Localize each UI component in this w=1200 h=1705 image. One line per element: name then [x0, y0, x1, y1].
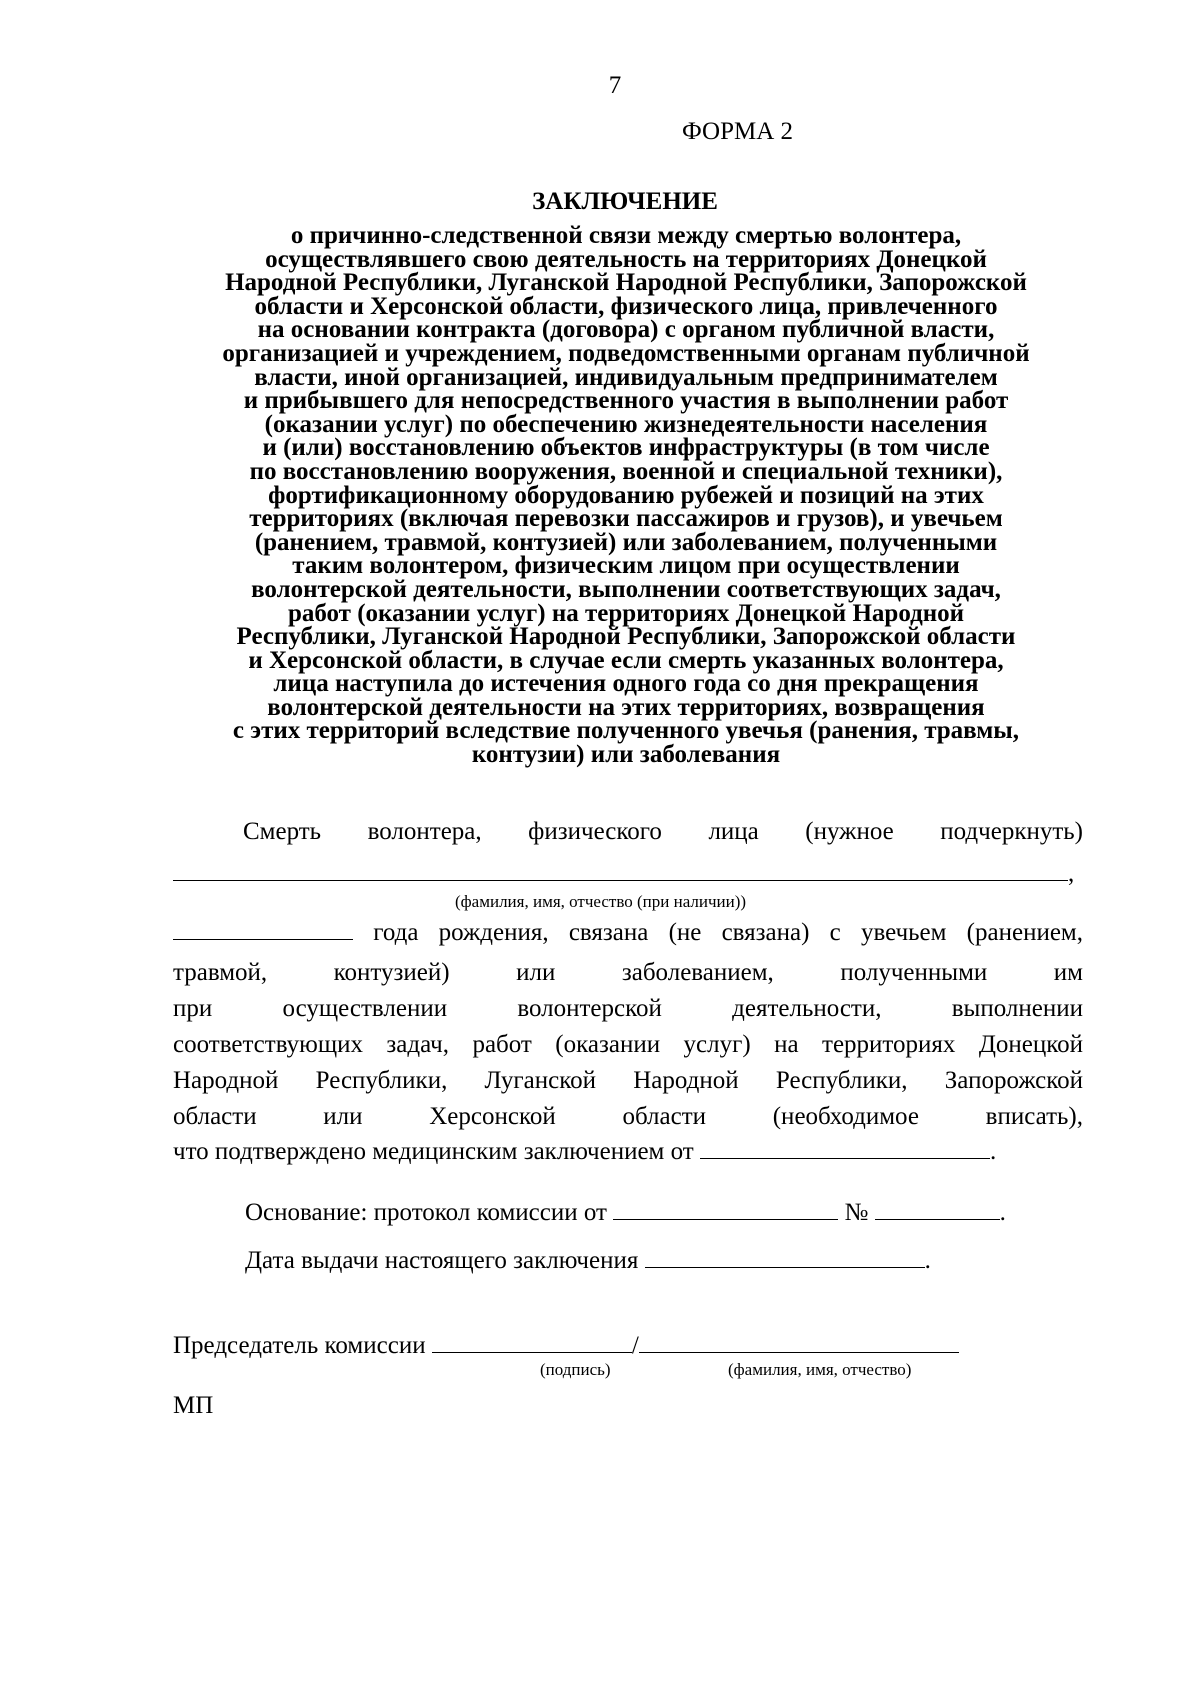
heading-line: волонтерской деятельности, выполнении соответствующих задач, [251, 575, 1001, 603]
heading-line: лица наступила до истечения одного года со дня прекращения [273, 670, 979, 698]
heading-line: Народной Республики, Луганской Народной Республики, Запорожской [225, 269, 1027, 297]
basis-row [245, 1197, 1006, 1227]
heading-line: осуществлявшего свою деятельность на территориях Донецкой [265, 245, 987, 273]
heading-line: на основании контракта (договора) с органом публичной власти, [257, 316, 995, 344]
heading-line: организацией и учреждением, подведомственными органам публичной [222, 339, 1030, 367]
issue-date-blank-field[interactable] [645, 1245, 925, 1268]
med-row [173, 1136, 996, 1166]
fio-blank-field[interactable] [173, 858, 1068, 881]
heading-line: и Херсонской области, в случае если смерть указанных волонтера, [248, 646, 1004, 674]
issue-date-row [245, 1245, 931, 1275]
heading-line: таким волонтером, физическим лицом при осуществлении [292, 552, 960, 580]
body-line: при осуществлении волонтерской деятельности, выполнении [173, 995, 1083, 1022]
heading-line: контузии) или заболевания [471, 741, 781, 769]
heading-line: области и Херсонской области, физического лица, привлеченного [254, 292, 998, 320]
heading-line: волонтерской деятельности на этих территориях, возвращения [267, 693, 985, 721]
heading-line: власти, иной организацией, индивидуальным предпринимателем [254, 363, 998, 391]
birth-year-blank-field[interactable] [173, 917, 353, 940]
signature-blank-field[interactable] [432, 1330, 632, 1353]
heading-line: о причинно-следственной связи между смертью волонтера, [290, 222, 962, 249]
fio-comma: , [1068, 860, 1075, 887]
form-label: ФОРМА 2 [682, 118, 794, 145]
issue-date-period: . [924, 1247, 931, 1274]
fio-caption: (фамилия, имя, отчество (при наличии)) [455, 892, 747, 911]
chairman-label: Председатель комиссии [173, 1332, 426, 1359]
body-line: соответствующих задач, работ (оказании услуг) на территориях Донецкой [173, 1031, 1083, 1058]
heading-line: Республики, Луганской Народной Республики, Запорожской области [236, 623, 1016, 651]
heading-line: (ранением, травмой, контузией) или заболеванием, полученными [254, 528, 998, 556]
basis-label: Основание: протокол комиссии от [245, 1199, 607, 1226]
fio-row [173, 858, 1074, 888]
body-paragraph [173, 955, 1083, 1135]
heading-line: (оказании услуг) по обеспечению жизнедеятельности населения [264, 410, 988, 438]
protocol-date-blank-field[interactable] [613, 1197, 838, 1220]
heading-line: территориях (включая перевозки пассажиров и грузов), и увечьем [249, 505, 1003, 533]
birth-paragraph [173, 917, 1083, 953]
med-line-text: что подтверждено медицинским заключением от [173, 1138, 694, 1165]
body-line: Народной Республики, Луганской Народной Республики, Запорожской [173, 1067, 1083, 1094]
document-title: ЗАКЛЮЧЕНИЕ [532, 188, 718, 215]
body-line: травмой, контузией) или заболеванием, полученными им [173, 959, 1083, 986]
name-caption: (фамилия, имя, отчество) [728, 1360, 912, 1379]
number-sign: № [844, 1199, 869, 1226]
chairman-name-blank-field[interactable] [639, 1330, 959, 1353]
birth-line [173, 917, 1083, 953]
page-number: 7 [608, 72, 622, 99]
intro-paragraph [243, 818, 1083, 854]
protocol-number-blank-field[interactable] [875, 1197, 1000, 1220]
signature-row [173, 1330, 959, 1360]
heading-line: и (или) восстановлению объектов инфраструктуры (в том числе [262, 434, 990, 462]
birth-line-text: года рождения, связана (не связана) с увечьем (ранением, [373, 919, 1083, 946]
signature-caption: (подпись) [540, 1360, 611, 1379]
med-date-blank-field[interactable] [700, 1136, 990, 1159]
issue-date-label: Дата выдачи настоящего заключения [245, 1247, 639, 1274]
document-heading [150, 224, 1102, 767]
heading-line: с этих территорий вследствие полученного увечья (ранения, травмы, [232, 717, 1020, 745]
heading-line: фортификационному оборудованию рубежей и позиций на этих [268, 481, 984, 509]
body-line: области или Херсонской области (необходимое вписать), [173, 1103, 1083, 1130]
heading-line: по восстановлению вооружения, военной и специальной техники), [249, 457, 1003, 485]
heading-line: работ (оказании услуг) на территориях Донецкой Народной [287, 599, 965, 627]
med-period: . [989, 1138, 997, 1165]
heading-line: и прибывшего для непосредственного участия в выполнении работ [243, 387, 1009, 415]
seal-label: МП [173, 1392, 214, 1419]
basis-period: . [999, 1199, 1006, 1226]
intro-line: Смерть волонтера, физического лица (нужное подчеркнуть) [243, 818, 1083, 845]
signature-slash: / [631, 1332, 639, 1359]
